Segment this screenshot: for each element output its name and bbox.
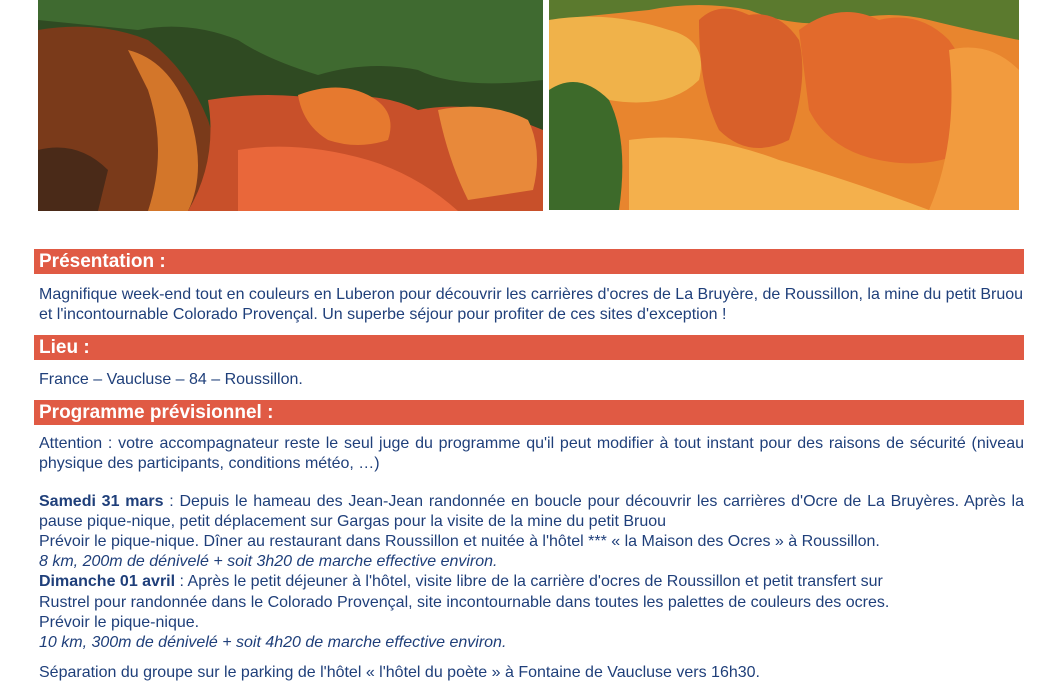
day2-stats: 10 km, 300m de dénivelé + soit 4h20 de marche effective environ. xyxy=(39,634,507,651)
day2-line1 xyxy=(39,572,883,592)
day1-stats: 8 km, 200m de dénivelé + soit 3h20 de marche effective environ. xyxy=(39,553,498,570)
section-header-programme: Programme prévisionnel : xyxy=(34,400,1024,425)
day2-label: Dimanche 01 avril xyxy=(39,573,176,590)
day1-label: Samedi 31 mars xyxy=(39,493,164,510)
separation-text: Séparation du groupe sur le parking de l'hôtel « l'hôtel du poète » à Fontaine de Vaucluse vers 16h30. xyxy=(39,664,760,681)
day2-text-line1: : Après le petit déjeuner à l'hôtel, visite libre de la carrière d'ocres de Roussillon et petit transfert sur xyxy=(175,573,883,590)
ochre-quarry-photo-left xyxy=(38,0,543,211)
day2-line2: Rustrel pour randonnée dans le Colorado Provençal, site incontournable dans toutes les palettes de couleurs des ocres. xyxy=(39,594,890,611)
lieu-text: France – Vaucluse – 84 – Roussillon. xyxy=(39,371,303,388)
programme-attention: Attention : votre accompagnateur reste le seul juge du programme qu'il peut modifier à tout instant pour des raisons de sécurité (niveau physique des participants, conditions météo, …) xyxy=(39,435,1024,472)
day1-line2: Prévoir le pique-nique. Dîner au restaurant dans Roussillon et nuitée à l'hôtel *** « la Maison des Ocres » à Roussillon. xyxy=(39,533,880,550)
day1-text: : Depuis le hameau des Jean-Jean randonnée en boucle pour découvrir les carrières d'Ocre de La Bruyères. Après la pause pique-nique, petit déplacement sur Gargas pour la visite de la mine du petit Bruou xyxy=(39,493,1024,530)
ochre-cliffs-photo-right xyxy=(549,0,1019,210)
day2-line3: Prévoir le pique-nique. xyxy=(39,614,200,631)
section-header-presentation: Présentation : xyxy=(34,249,1024,274)
section-header-lieu: Lieu : xyxy=(34,335,1024,360)
presentation-text: Magnifique week-end tout en couleurs en Luberon pour découvrir les carrières d'ocres de La Bruyère, de Roussillon, la mine du petit Bruou et l'incontournable Colorado Provençal. Un superbe séjour pour profiter de ces sites d'exception ! xyxy=(39,286,1024,323)
day1-description xyxy=(39,492,1024,532)
